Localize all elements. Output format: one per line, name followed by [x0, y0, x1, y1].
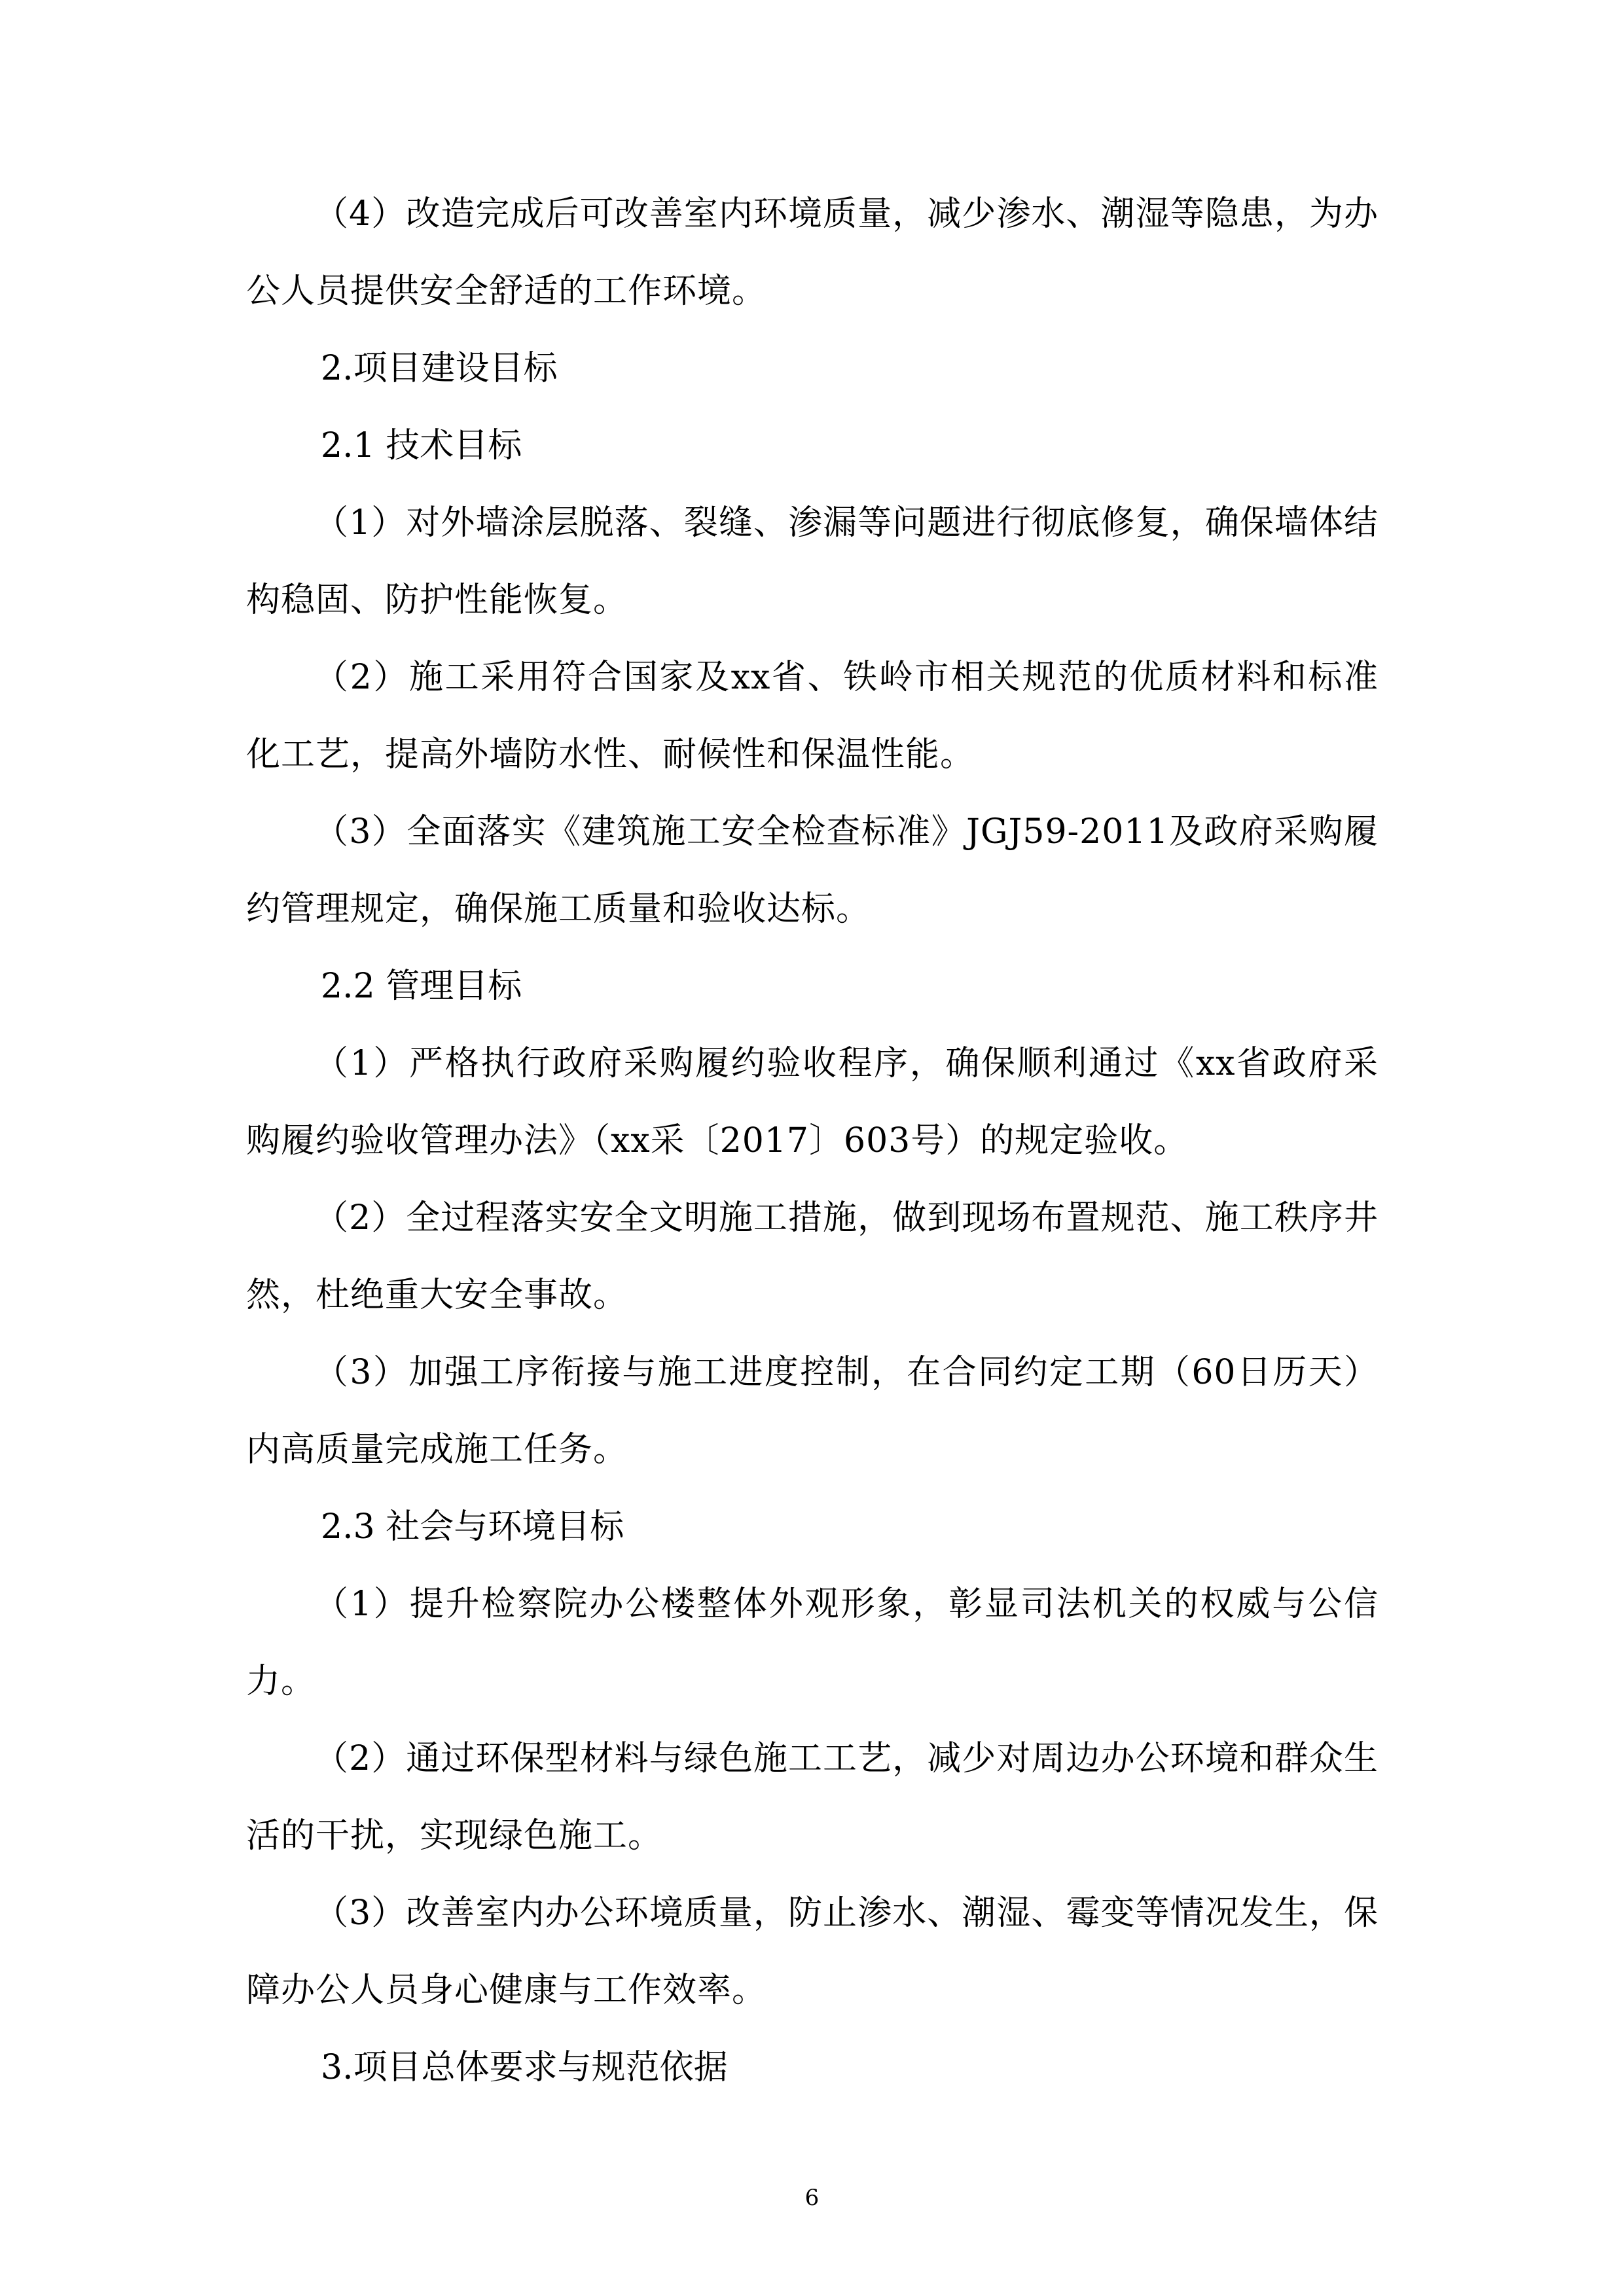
paragraph-mgmt-2: （2）全过程落实安全文明施工措施，做到现场布置规范、施工秩序井然，杜绝重大安全事故。	[246, 1198, 1379, 1315]
heading-social-environment-goals: 2.3 社会与环境目标	[321, 1507, 624, 1547]
document-body	[246, 175, 1379, 2106]
paragraph-tech-2: （2）施工采用符合国家及xx省、铁岭市相关规范的优质材料和标准化工艺，提高外墙防水性、耐候性和保温性能。	[246, 658, 1379, 774]
paragraph-indoor-environment: （4）改造完成后可改善室内环境质量，减少渗水、潮湿等隐患，为办公人员提供安全舒适的工作环境。	[246, 194, 1379, 311]
paragraph-social-2: （2）通过环保型材料与绿色施工工艺，减少对周边办公环境和群众生活的干扰，实现绿色施工。	[246, 1739, 1379, 1856]
heading-technical-goals: 2.1 技术目标	[321, 426, 522, 465]
paragraph-social-1: （1）提升检察院办公楼整体外观形象，彰显司法机关的权威与公信力。	[246, 1585, 1379, 1701]
paragraph-social-3: （3）改善室内办公环境质量，防止渗水、潮湿、霉变等情况发生，保障办公人员身心健康与工作效率。	[246, 1893, 1379, 2010]
paragraph-tech-3: （3）全面落实《建筑施工安全检查标准》JGJ59-2011及政府采购履约管理规定，确保施工质量和验收达标。	[246, 812, 1379, 929]
paragraph-mgmt-3: （3）加强工序衔接与施工进度控制，在合同约定工期（60日历天）内高质量完成施工任务。	[246, 1353, 1379, 1469]
heading-management-goals: 2.2 管理目标	[321, 967, 522, 1006]
paragraph-tech-1: （1）对外墙涂层脱落、裂缝、渗漏等问题进行彻底修复，确保墙体结构稳固、防护性能恢复。	[246, 503, 1379, 620]
paragraph-mgmt-1: （1）严格执行政府采购履约验收程序，确保顺利通过《xx省政府采购履约验收管理办法》（xx采〔2017〕603号）的规定验收。	[246, 1044, 1379, 1160]
heading-project-goals: 2.项目建设目标	[321, 349, 558, 388]
page-number: 6	[804, 2185, 820, 2211]
heading-overall-requirements: 3.项目总体要求与规范依据	[321, 2048, 728, 2087]
